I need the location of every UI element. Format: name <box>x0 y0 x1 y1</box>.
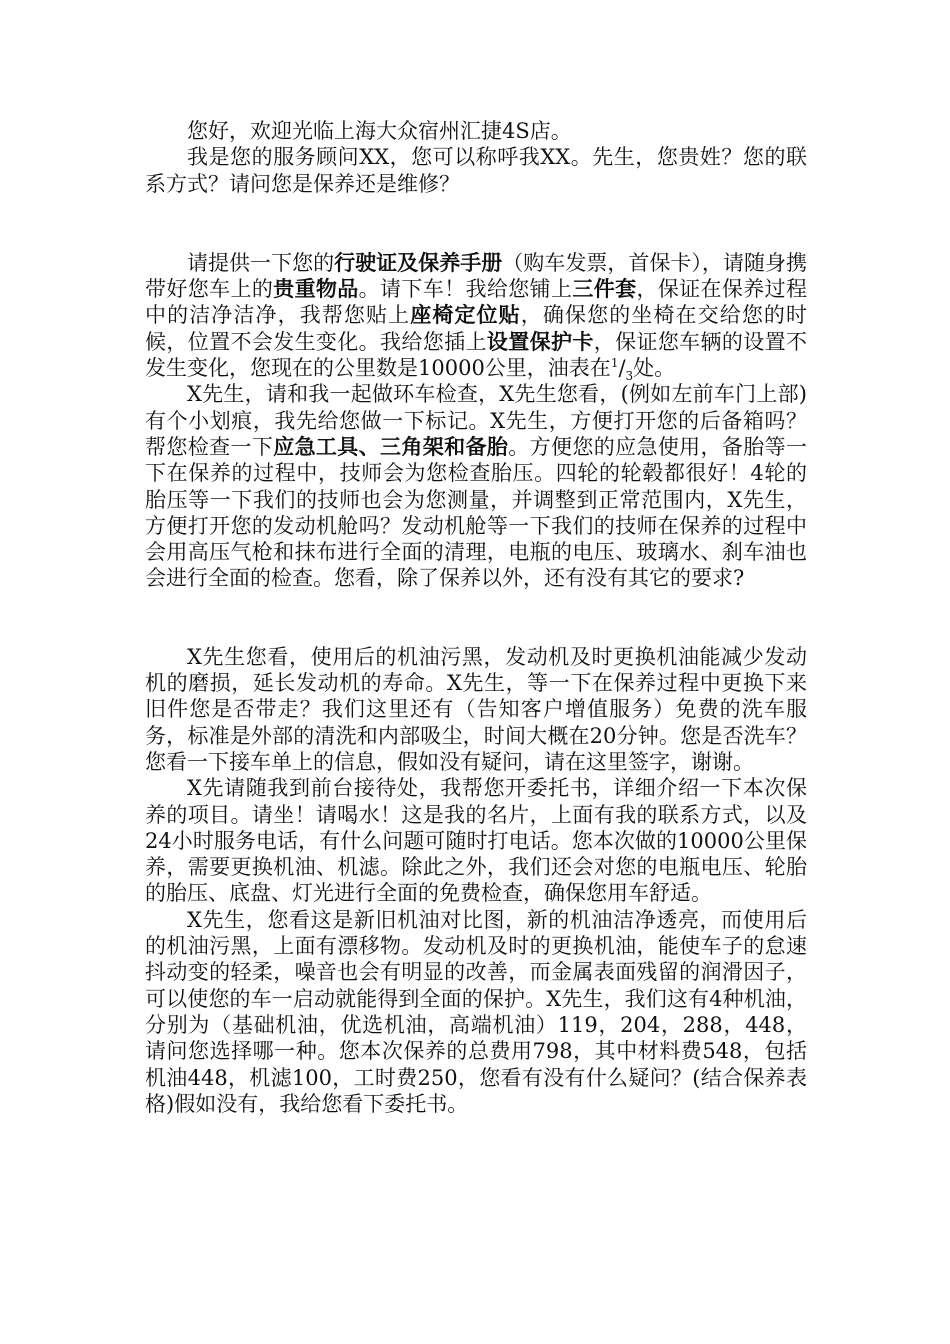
bold-text-emergency-tools: 应急工具、三角架和备胎 <box>273 433 509 459</box>
bold-text-seat-sticker: 座椅定位贴 <box>410 302 521 328</box>
paragraph-documents-request <box>145 249 808 384</box>
text-run: ，确保您的坐椅在交给您的时候，位置不会发生变化。我给您插上 <box>145 303 808 354</box>
text-run: 。方便您的应急使用，备胎等一下在保养的过程中，技师会为您检查胎压。四轮的轮毂都很好！4轮的胎压等一下我们的技师也会为您测量，并调整到正常范围内，X先生，方便打开您的发动机舱吗？发动机舱等一下我们的技师在保养的过程中会用高压气枪和抹布进行全面的清理，电瓶的电压、玻璃水、刹车油也会进行全面的检查。您看，除了保养以外，还有没有其它的要求? <box>145 434 808 591</box>
text-run: （购车发票，首保卡），请随身携带好您车上的 <box>145 250 808 302</box>
paragraph-vehicle-inspection <box>145 381 807 591</box>
text-run: X先生，请和我一起做环车检查，X先生您看，(例如左前车门上部)有个小划痕，我先给您做一下标记。X先生，方便打开您的后备箱吗？帮您检查一下 <box>145 382 807 459</box>
text-run: 。请下车！我给您铺上 <box>358 277 573 302</box>
fraction-slash: / <box>618 356 626 381</box>
document-body <box>145 118 807 1117</box>
paragraph-spacer <box>145 592 807 644</box>
paragraph-introduction: 我是您的服务顾问XX，您可以称呼我XX。先生，您贵姓？您的联系方式？请问您是保养还是维修？ <box>145 145 807 196</box>
paragraph-spacer <box>145 197 807 250</box>
paragraph-oil-change: X先生您看，使用后的机油污黑，发动机及时更换机油能减少发动机的磨损，延长发动机的寿命。X先生，等一下在保养过程中更换下来旧件您是否带走？我们这里还有（告知客户增值服务）免费的洗车服务，标准是外部的清洗和内部吸尘，时间大概在20分钟。您是否洗车？您看一下接车单上的信息，假如没有疑问，请在这里签字，谢谢。 <box>145 644 807 774</box>
paragraph-greeting: 您好，欢迎光临上海大众宿州汇捷4S店。 <box>187 119 572 143</box>
bold-text-license-manual: 行驶证及保养手册 <box>334 249 503 275</box>
bold-text-three-piece-set: 三件套 <box>572 276 637 302</box>
paragraph-oil-comparison: X先生，您看这是新旧机油对比图，新的机油洁净透亮，而使用后的机油污黑，上面有漂移物。发动机及时的更换机油，能使车子的怠速抖动变的轻柔，噪音也会有明显的改善，而金属表面残留的润滑因子，可以使您的车一启动就能得到全面的保护。X先生，我们这有4种机油，分别为（基础机油，优选机油，高端机油）119，204，288，448，请问您选择哪一种。您本次保养的总费用798，其中材料费548，包括机油448，机滤100，工时费250，您看有没有什么疑问？(结合保养表格)假如没有，我给您看下委托书。 <box>145 907 807 1116</box>
text-run: 处。 <box>633 356 676 381</box>
bold-text-settings-card: 设置保护卡 <box>486 328 594 354</box>
text-run: ，保证您车辆的设置不发生变化，您现在的公里数是10000公里，油表在 <box>145 329 808 381</box>
text-run: ，保证在保养过程中的洁净洁净，我帮您贴上 <box>145 277 808 328</box>
paragraph-front-desk: X先请随我到前台接待处，我帮您开委托书，详细介绍一下本次保养的项目。请坐！请喝水！这是我的名片，上面有我的联系方式，以及24小时服务电话，有什么问题可随时打电话。您本次做的10000公里保养，需要更换机油、机滤。除此之外，我们还会对您的电瓶电压、轮胎的胎压、底盘、灯光进行全面的免费检查，确保您用车舒适。 <box>145 776 807 906</box>
bold-text-valuables: 贵重物品 <box>273 276 359 302</box>
fraction-denominator: 3 <box>625 369 634 384</box>
fraction-numerator: 1 <box>610 356 619 371</box>
text-run: 请提供一下您的 <box>187 250 335 275</box>
